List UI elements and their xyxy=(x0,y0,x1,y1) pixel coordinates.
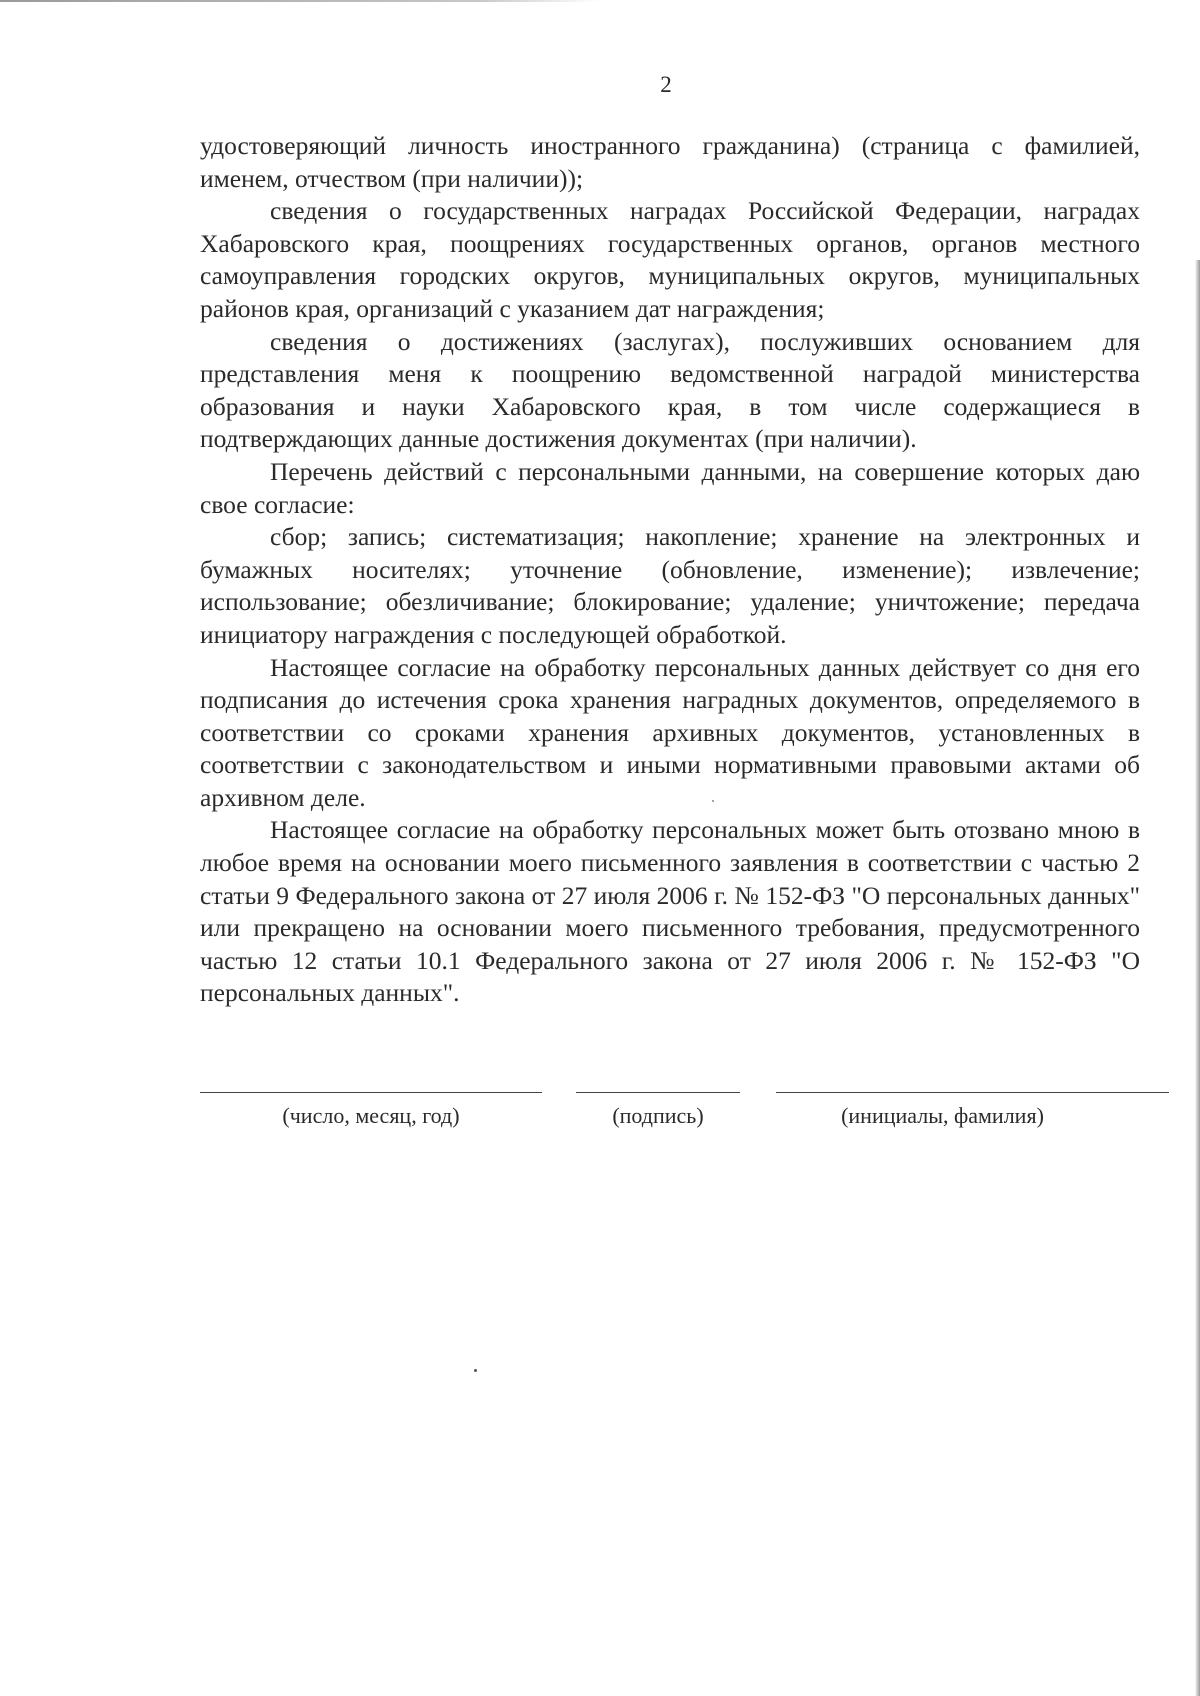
date-label: (число, месяц, год) xyxy=(282,1103,460,1128)
paragraph-actions-list: сбор; запись; систематизация; накопление; хранение на электронных и бумажных носителях; уточнение (обновление, изменение); извлечение; использование; обезличивание; блокирование; удаление; уничтожение; передача инициатору награждения с последующей обработкой. xyxy=(200,522,1140,649)
signature-label: (подпись) xyxy=(612,1103,704,1128)
scan-edge-right xyxy=(1195,260,1200,1696)
date-signature-line xyxy=(200,1092,542,1093)
name-label: (инициалы, фамилия) xyxy=(841,1103,1044,1128)
paragraph-awards-info: сведения о государственных наградах Российской Федерации, наградах Хабаровского края, поощрениях государственных органов, органов местного самоуправления городских округов, муниципальных округов, муниципальных районов края, организаций с указанием дат награждения; xyxy=(200,196,1140,323)
page-number: 2 xyxy=(660,72,672,97)
scan-edge-top xyxy=(0,0,600,2)
paragraph-actions-list-heading: Перечень действий с персональными данными, на совершение которых даю свое согласие: xyxy=(200,456,1140,519)
paragraph-achievements-info: сведения о достижениях (заслугах), послуживших основанием для представления меня к поощрению ведомственной наградой министерства образования и науки Хабаровского края, в том числе содержащиеся в подтверждающих данные достижения документах (при наличии). xyxy=(200,326,1140,454)
document-body xyxy=(200,130,1140,1010)
name-signature-line xyxy=(776,1092,1169,1093)
paragraph-id-document-continuation: удостоверяющий личность иностранного гражданина) (страница с фамилией, именем, отчеством (при наличии)); xyxy=(200,131,1140,193)
paragraph-consent-duration: Настоящее согласие на обработку персональных данных действует со дня его подписания до истечения срока хранения наградных документов, определяемого в соответствии со сроками хранения архивных документов, установленных в соответствии с законодательством и иными нормативными правовыми актами об архивном деле. xyxy=(200,652,1140,812)
signature-line xyxy=(576,1092,740,1093)
scan-speck xyxy=(474,1369,477,1372)
paragraph-consent-withdrawal: Настоящее согласие на обработку персональных может быть отозвано мною в любое время на основании моего письменного заявления в соответствии с частью 2 статьи 9 Федерального закона от 27 июля 2006 г. № 152-ФЗ "О персональных данных" или прекращено на основании моего письменного требования, предусмотренного частью 12 статьи 10.1 Федерального закона от 27 июля 2006 г. № 152-ФЗ "О персональных данных". xyxy=(200,815,1140,1008)
